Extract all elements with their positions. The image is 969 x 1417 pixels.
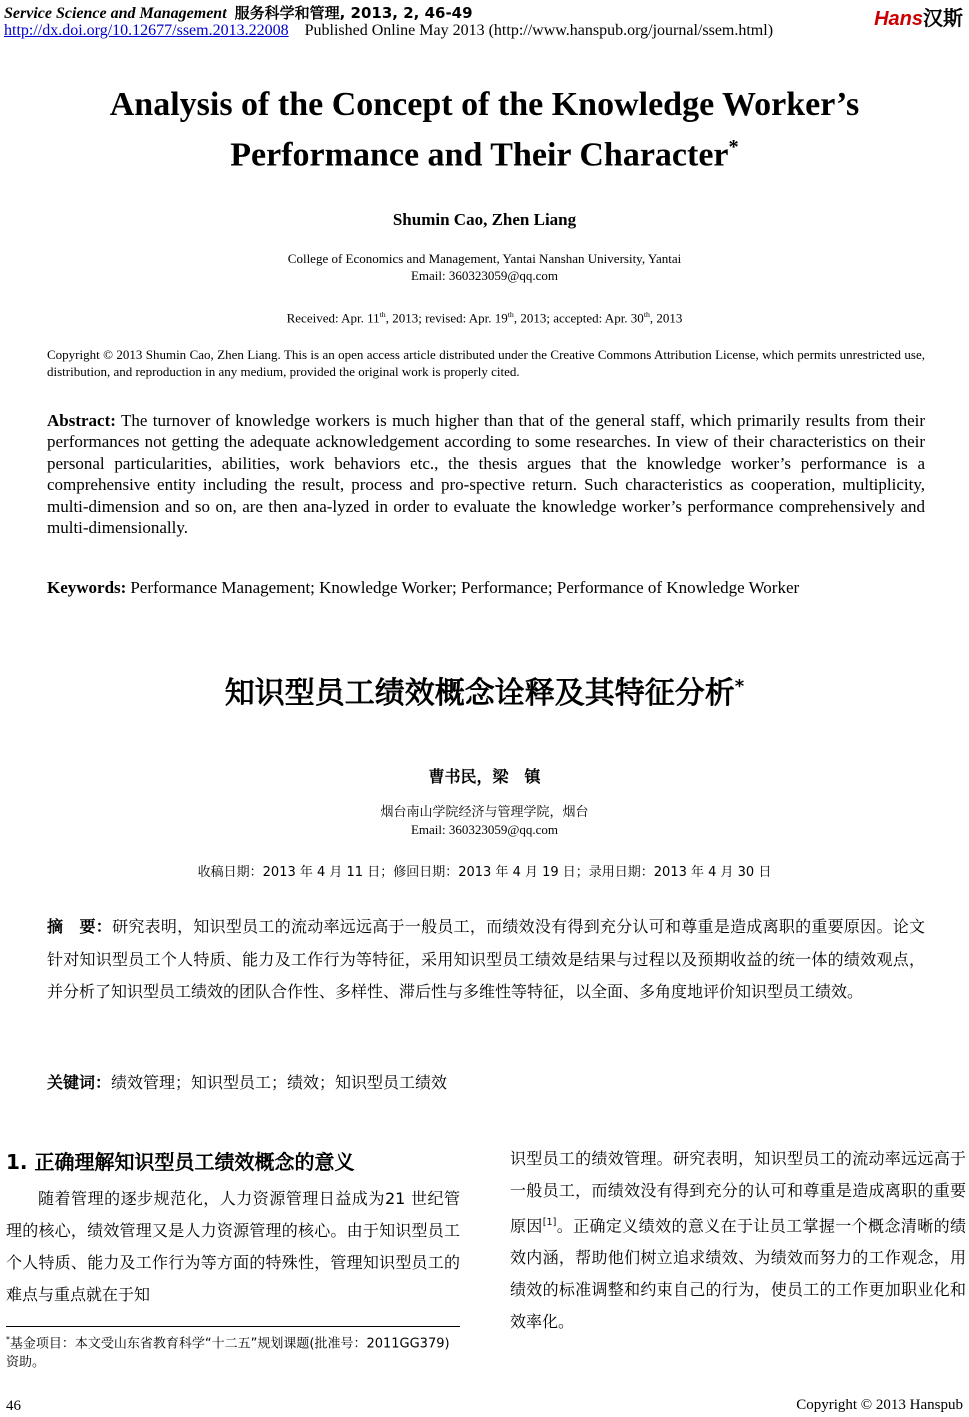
citation-ref: [1] (542, 1217, 557, 1228)
hans-logo: Hans汉斯 (874, 6, 963, 30)
left-column-text: 随着管理的逐步规范化，人力资源管理日益成为21 世纪管理的核心，绩效管理又是人力资源管理的核心。由于知识型员工个人特质、能力及工作行为等方面的特殊性，管理知识型员工的难点与重点就在于知 (6, 1189, 460, 1304)
footnote: *基金项目：本文受山东省教育科学“十二五”规划课题(批准号：2011GG379)资助。 (6, 1335, 450, 1371)
chinese-affiliation: 烟台南山学院经济与管理学院，烟台 Email: 360323059@qq.com (380, 805, 589, 837)
chinese-authors: 曹书民，梁 镇 (428, 767, 541, 786)
email: Email: 360323059@qq.com (410, 268, 558, 283)
published-info: Published Online May 2013 (http://www.hanspub.org/journal/ssem.html) (304, 22, 774, 39)
paper-title: Analysis of the Concept of the Knowledge Worker’s Performance and Their Character* (109, 86, 860, 174)
doi-line (4, 22, 773, 40)
footnote-divider (6, 1326, 460, 1327)
footer-copyright: Copyright © 2013 Hanspub (796, 1397, 963, 1413)
right-column-text: 识型员工的绩效管理。研究表明，知识型员工的流动率远远高于一般员工，而绩效没有得到充分的认可和尊重是造成离职的重要原因[1]。正确定义绩效的意义在于让员工掌握一个概念清晰的绩效内涵，帮助他们树立追求绩效、为绩效而努力的工作观念，用绩效的标准调整和约束自己的行为，使员工的工作更加职业化和效率化。 (510, 1149, 966, 1332)
section-heading: 1. 正确理解知识型员工绩效概念的意义 (6, 1150, 355, 1174)
journal-name: Service Science and Management (4, 5, 227, 22)
chinese-received-dates: 收稿日期：2013 年 4 月 11 日；修回日期：2013 年 4 月 19 日；录用日期：2013 年 4 月 30 日 (197, 865, 772, 880)
chinese-keywords: 关键词：绩效管理；知识型员工；绩效；知识型员工绩效 (47, 1073, 448, 1092)
keywords: Keywords: Performance Management; Knowledge Worker; Performance; Performance of Knowledge Worker (47, 578, 800, 597)
affiliation: College of Economics and Management, Yantai Nanshan University, Yantai Email: 360323059@qq.com (0, 250, 969, 284)
authors: Shumin Cao, Zhen Liang (392, 210, 577, 229)
doi-link[interactable]: http://dx.doi.org/10.12677/ssem.2013.22008 (4, 22, 289, 39)
chinese-title: 知识型员工绩效概念诠释及其特征分析* (224, 676, 745, 711)
received-dates: Received: Apr. 11th, 2013; revised: Apr. 19th, 2013; accepted: Apr. 30th, 2013 (286, 310, 683, 326)
abstract: Abstract: The turnover of knowledge workers is much higher than that of the general staff, which primarily results from their performances not getting the adequate acknowledgement according to some researches. In view of their characteristics on their personal particularities, abilities, work behaviors etc., the thesis argues that the knowledge worker’s performance is a comprehensive entity including the result, process and pro-spective return. Such characteristics as cooperation, multiplicity, multi-dimension and so on, are then ana-lyzed in order to evaluate the knowledge worker’s performance comprehensively and multi-dimensionally. (47, 411, 925, 538)
page-number: 46 (6, 1398, 21, 1414)
journal-header (4, 2, 473, 23)
copyright-notice: Copyright © 2013 Shumin Cao, Zhen Liang. This is an open access article distributed under the Creative Commons Attribution License, which permits unrestricted use, distribution, and reproduction in any medium, provided the original work is properly cited. (47, 347, 925, 379)
chinese-abstract: 摘 要：研究表明，知识型员工的流动率远远高于一般员工，而绩效没有得到充分认可和尊重是造成离职的重要原因。论文针对知识型员工个人特质、能力及工作行为等特征，采用知识型员工绩效是结果与过程以及预期收益的统一体的绩效观点，并分析了知识型员工绩效的团队合作性、多样性、滞后性与多维性等特征，以全面、多角度地评价知识型员工绩效。 (47, 917, 925, 1001)
journal-info: 服务科学和管理, 2013, 2, 46-49 (234, 4, 473, 22)
